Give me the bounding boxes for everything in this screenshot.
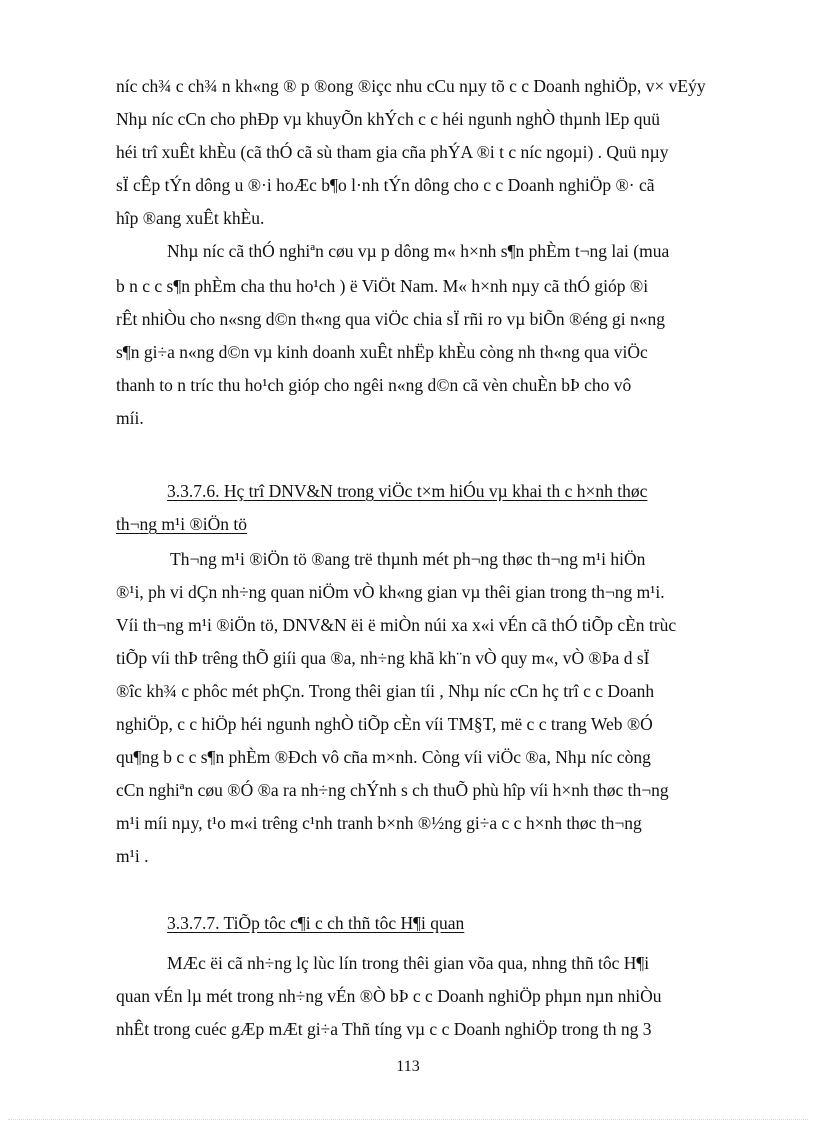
paragraph-1-line-2: Nhµ níc cCn cho phÐp vµ khuyÕn khÝch c c héi ngunh nghÒ thµnh lEp quü (116, 109, 660, 129)
paragraph-3-line-5: ®îc kh¾ c phôc mét phÇn. Trong thêi gian tíi , Nhµ níc cCn hç trî c c Doanh (116, 681, 655, 701)
paragraph-3-line-6: nghiÖp, c c hiÖp héi ngunh nghÒ tiÕp cÈn víi TM§T, më c c trang Web ®Ó (116, 714, 653, 734)
page-number: 113 (396, 1058, 420, 1075)
paragraph-2-line-2: b n c c s¶n phÈm cha thu ho¹ch ) ë ViÖt Nam. M« h×nh nµy cã thÓ gióp ®i (116, 276, 649, 296)
paragraph-3-line-10: m¹i . (116, 846, 149, 866)
section-heading-3-3-7-7: 3.3.7.7. TiÕp tôc c¶i c ch thñ tôc H¶i quan (167, 913, 465, 933)
paragraph-1-line-3: héi trî xuÊt khÈu (cã thÓ cã sù tham gia cña phÝA ®i t c níc ngoµi) . Quü nµy (116, 142, 669, 162)
paragraph-2-line-5: thanh to n tríc thu ho¹ch gióp cho ngêi n«ng d©n cã vèn chuÈn bÞ cho vô (116, 375, 632, 395)
paragraph-2-line-1: Nhµ níc cã thÓ nghiªn cøu vµ p dông m« h×nh s¶n phÈm t¬ng lai (mua (167, 241, 670, 261)
paragraph-3-line-3: Víi th¬ng m¹i ®iÖn tö, DNV&N ëi ë miÒn núi xa x«i vÉn cã thÓ tiÕp cÈn trùc (116, 615, 677, 635)
paragraph-4-line-2: quan vÉn lµ mét trong nh÷ng vÉn ®Ò bÞ c c Doanh nghiÖp phµn nµn nhiÒu (116, 986, 662, 1006)
paragraph-4-line-1: MÆc ëi cã nh÷ng lç lùc lín trong thêi gian võa qua, nhng thñ tôc H¶i (167, 953, 650, 973)
paragraph-1-line-1: níc ch¾ c ch¾ n kh«ng ® p ®ong ®içc nhu cCu nµy tõ c c Doanh nghiÖp, v× vEýy (116, 76, 706, 96)
paragraph-3-line-9: m¹i míi nµy, t¹o m«i trêng c¹nh tranh b×nh ®½ng gi÷a c c h×nh thøc th¬ng (116, 813, 642, 833)
page-bottom-dotted-rule (8, 1119, 808, 1120)
section-heading-3-3-7-6: 3.3.7.6. Hç trî DNV&N trong viÖc t×m hiÓu vµ khai th c h×nh thøc (167, 481, 648, 501)
paragraph-4-line-3: nhÊt trong cuéc gÆp mÆt gi÷a Thñ tíng vµ c c Doanh nghiÖp trong th ng 3 (116, 1019, 652, 1039)
paragraph-3-line-7: qu¶ng b c c s¶n phÈm ®Ðch vô cña m×nh. Còng víi viÖc ®a, Nhµ níc còng (116, 747, 651, 767)
paragraph-3-line-1: Th¬ng m¹i ®iÖn tö ®ang trë thµnh mét ph¬ng thøc th¬ng m¹i hiÖn (170, 549, 646, 569)
paragraph-1-line-4: sÏ cÊp tÝn dông u ®·i hoÆc b¶o l·nh tÝn dông cho c c Doanh nghiÖp ®· cã (116, 175, 655, 195)
paragraph-3-line-2: ®¹i, ph vi dÇn nh÷ng quan niÖm vÒ kh«ng gian vµ thêi gian trong th¬ng m¹i. (116, 582, 665, 602)
paragraph-2-line-6: míi. (116, 408, 144, 428)
paragraph-1-line-5: hîp ®ang xuÊt khÈu. (116, 208, 265, 228)
section-heading-3-3-7-6-cont: th¬ng m¹i ®iÖn tö (116, 514, 247, 534)
paragraph-3-line-4: tiÕp víi thÞ trêng thÕ giíi qua ®a, nh÷ng khã kh¨n vÒ quy m«, vÒ ®Þa d sÏ (116, 648, 650, 668)
paragraph-2-line-3: rÊt nhiÒu cho n«sng d©n th«ng qua viÖc chia sÏ rñi ro vµ biÕn ®éng gi n«ng (116, 309, 665, 329)
paragraph-2-line-4: s¶n gi÷a n«ng d©n vµ kinh doanh xuÊt nhËp khÈu còng nh th«ng qua viÖc (116, 342, 648, 362)
paragraph-3-line-8: cCn nghiªn cøu ®Ó ®a ra nh÷ng chÝnh s ch thuÕ phù hîp víi h×nh thøc th¬ng (116, 780, 669, 800)
